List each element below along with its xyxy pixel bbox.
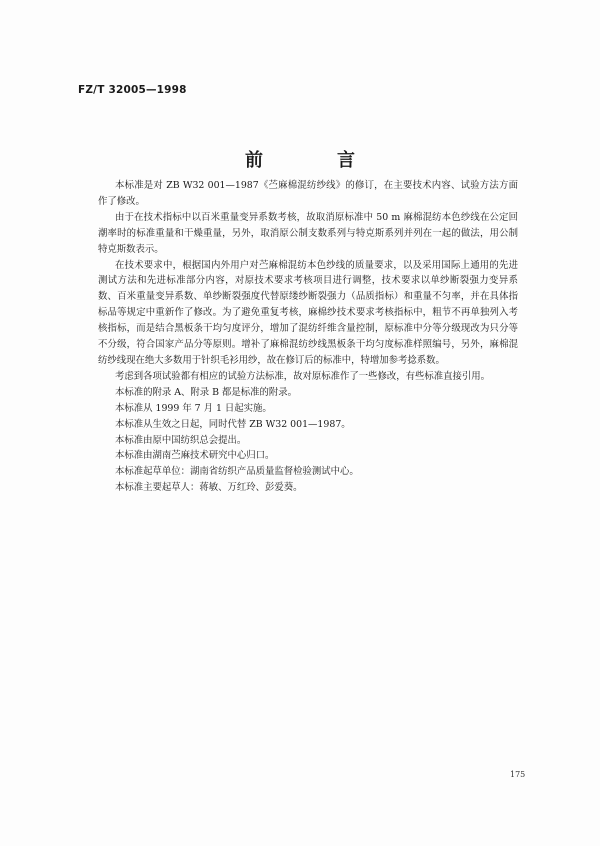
paragraph: 本标准的附录 A、附录 B 都是标准的附录。 (115, 386, 297, 398)
paragraph: 考虑到各项试验都有相应的试验方法标准，故对原标准作了一些修改，有些标准直接引用。 (115, 370, 491, 382)
preface-body (98, 178, 518, 496)
paragraph: 本标准从生效之日起，同时代替 ZB W32 001—1987。 (115, 418, 351, 430)
paragraph: 在技术要求中，根据国内外用户对苎麻棉混纺本色纱线的质量要求，以及采用国际上通用的先进测试方法和先进标准部分内容，对原技术要求考核项目进行调整，技术要求以单纱断裂强力变异系数、百米重量变异系数、单纱断裂强度代替原缕纱断裂强力（品质指标）和重量不匀率，并在具体指标品等规定中重新作了修改。为了避免重复考核，麻棉纱技术要求考核指标中，粗节不再单独列入考核指标，而是结合黑板条干均匀度评分，增加了混纺纤维含量控制，原标准中分等分级现改为只分等不分级，符合国家产品分等原则。增补了麻棉混纺纱线黑板条干均匀度标准样照编号，另外，麻棉混纺纱线现在绝大多数用于针织毛衫用纱，故在修订后的标准中，特增加参考捻系数。 (98, 259, 518, 366)
paragraph: 本标准从 1999 年 7 月 1 日起实施。 (115, 402, 272, 414)
paragraph: 由于在技术指标中以百米重量变异系数考核，故取消原标准中 50 m 麻棉混纺本色纱线在公定回潮率时的标准重量和干燥重量，另外，取消原公制支数系列与特克斯系列并列在一起的做法，用公制特克斯数表示。 (98, 211, 518, 255)
paragraph: 本标准起草单位：湖南省纺织产品质量监督检验测试中心。 (115, 466, 359, 478)
preface-title: 前 言 (245, 150, 383, 171)
standard-code: FZ/T 32005—1998 (78, 84, 187, 96)
paragraph: 本标准由湖南苎麻技术研究中心归口。 (115, 450, 275, 462)
paragraph: 本标准是对 ZB W32 001—1987《苎麻棉混纺纱线》的修订，在主要技术内容、试验方法方面作了修改。 (98, 180, 518, 207)
paragraph: 本标准主要起草人：蒋敏、万红玲、彭爱葵。 (115, 482, 303, 494)
page-number: 175 (510, 770, 526, 779)
paragraph: 本标准由原中国纺织总会提出。 (115, 434, 247, 446)
